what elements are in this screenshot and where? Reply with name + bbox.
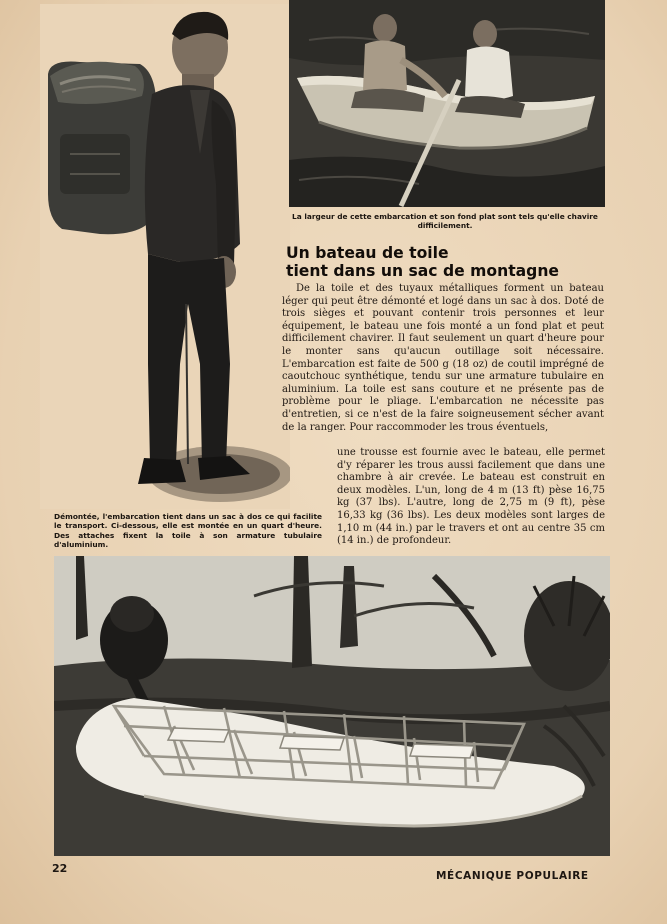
rowboat-caption: La largeur de cette embarcation et son fond plat sont tels qu'elle chavire difficilement. [292, 212, 598, 231]
hiker-with-backpack-photo [40, 4, 290, 509]
article-headline [286, 244, 616, 280]
hiker-caption: Démontée, l'embarcation tient dans un sac à dos ce qui facilite le transport. Ci-dessous, elle est montée en un quart d'heure. Des attaches fixent la toile à son armature tubulaire d'aluminium. [54, 512, 322, 550]
page-number: 22 [52, 862, 68, 875]
headline-line-2: tient dans un sac de montagne [286, 262, 560, 280]
boat-frame-photo [54, 556, 610, 856]
magazine-name: MÉCANIQUE POPULAIRE [436, 870, 589, 882]
article-body-lower: une trousse est fournie avec le bateau, elle permet d'y réparer les trous aussi facilement que dans une chambre à air crevée. Le bateau est construit en deux modèles. L'un, long de 4 m (13 ft) pèse 16,75 kg (37 lbs). L'autre, long de 2,75 m (9 ft), pèse 16,33 kg (36 lbs). Les deux modèles sont larges de 1,10 m (44 in.) par le travers et ont au centre 35 cm (14 in.) de profondeur. [337, 447, 605, 547]
article-body-upper: De la toile et des tuyaux métalliques forment un bateau léger qui peut être démonté et logé dans un sac à dos. Doté de trois sièges et pouvant contenir trois personnes et leur équipement, le bateau une fois monté a un fond plat et peut difficilement chavirer. Il faut seulement un quart d'heure pour le monter sans qu'aucun outillage soit nécessaire. L'embarcation est faite de 500 g (18 oz) de coutil imprégné de caoutchouc synthétique, tendu sur une armature tubulaire en aluminium. La toile est sans couture et ne présente pas de problème pour le pliage. L'embarcation ne nécessite pas d'entretien, si ce n'est de la faire soigneusement sécher avant de la ranger. Pour raccommoder les trous éventuels, [282, 283, 604, 433]
rowboat-photo [289, 0, 605, 207]
headline-line-1: Un bateau de toile [286, 244, 449, 262]
